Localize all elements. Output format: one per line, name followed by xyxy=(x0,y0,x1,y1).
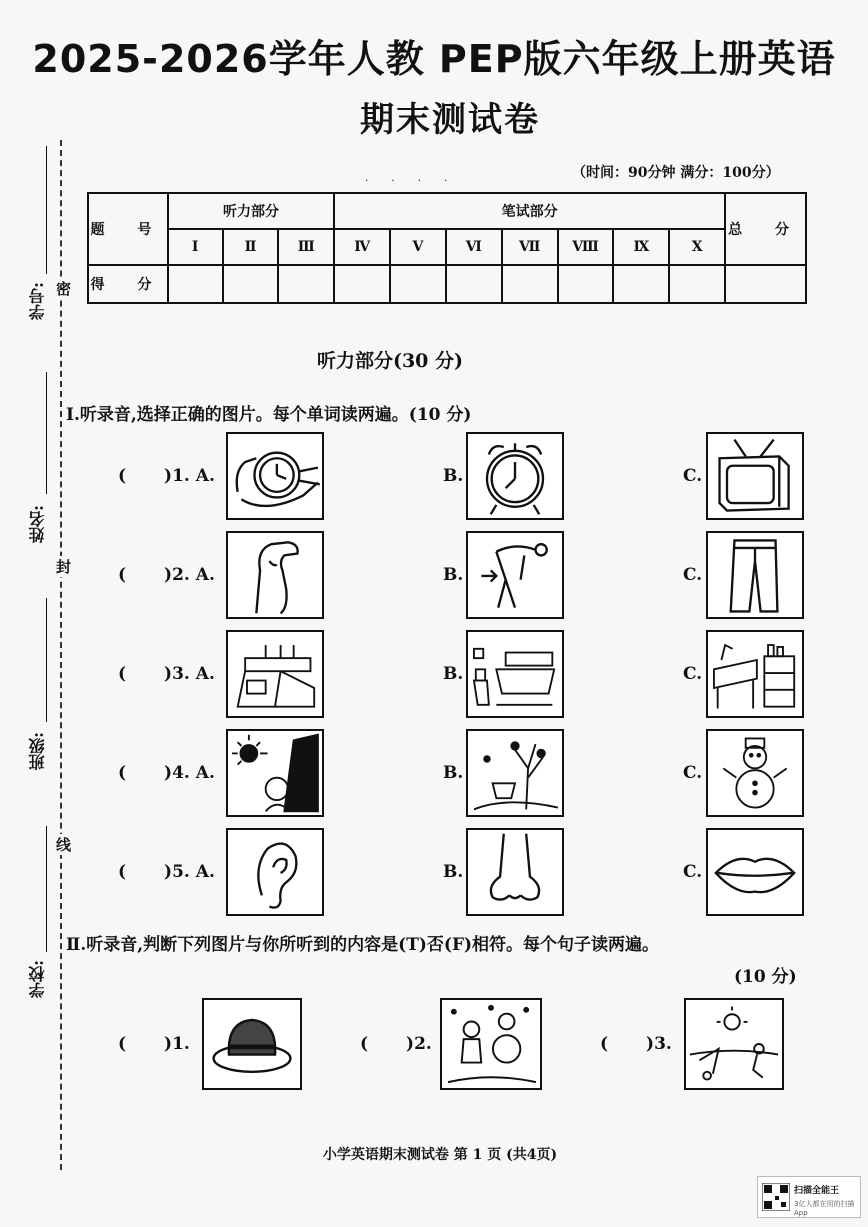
option-a-picture[interactable] xyxy=(226,432,324,520)
item-number-header: 题 号 xyxy=(88,193,168,265)
answer-paren[interactable]: ( )5. A. xyxy=(118,862,215,882)
part2-score: (10 分) xyxy=(734,967,797,987)
nose-icon xyxy=(468,830,562,914)
total-header: 总 分 xyxy=(725,193,806,265)
dotted-separator: · · · · xyxy=(365,176,458,187)
autumn-tree-icon xyxy=(468,731,562,815)
exam-meta: （时间：90分钟 满分：100分） xyxy=(572,165,780,181)
watermark-subtitle: 3亿人都在用的扫描App xyxy=(794,1200,855,1217)
column-header: Ⅲ xyxy=(278,229,334,265)
column-header: Ⅷ xyxy=(558,229,614,265)
option-c-label: C. xyxy=(683,862,703,882)
seal-mark-mi: 密 xyxy=(56,280,72,298)
bathroom-icon xyxy=(468,632,562,716)
ear-icon xyxy=(228,830,322,914)
person-bending-icon xyxy=(468,533,562,617)
seal-mark-xian: 线 xyxy=(56,836,72,854)
part1-heading: Ⅰ.听录音,选择正确的图片。每个单词读两遍。(10 分) xyxy=(66,405,472,425)
option-b-picture[interactable] xyxy=(466,630,564,718)
option-c-label: C. xyxy=(683,565,703,585)
school-label: 学校: xyxy=(28,960,47,998)
exam-title-line2: 期末测试卷 xyxy=(360,100,540,140)
column-header: Ⅸ xyxy=(613,229,669,265)
class-label: 班级: xyxy=(28,732,47,770)
part2-heading: Ⅱ.听录音,判断下列图片与你所听到的内容是(T)否(F)相符。每个句子读两遍。 xyxy=(66,935,660,955)
option-b-label: B. xyxy=(443,565,464,585)
option-c-label: C. xyxy=(683,763,703,783)
beach-icon xyxy=(686,1000,782,1088)
tf-picture-1[interactable] xyxy=(202,998,302,1090)
option-b-label: B. xyxy=(443,466,464,486)
name-blank xyxy=(46,372,47,494)
column-header: Ⅹ xyxy=(669,229,725,265)
mouth-icon xyxy=(708,830,802,914)
qr-code-icon xyxy=(762,1183,790,1211)
answer-paren[interactable]: ( )3. A. xyxy=(118,664,215,684)
option-b-label: B. xyxy=(443,664,464,684)
seal-mark-feng: 封 xyxy=(56,558,72,576)
option-a-picture[interactable] xyxy=(226,828,324,916)
option-c-label: C. xyxy=(683,466,703,486)
alarm-clock-icon xyxy=(468,434,562,518)
arm-icon xyxy=(228,533,322,617)
listening-group-header: 听力部分 xyxy=(168,193,334,229)
scanner-watermark xyxy=(757,1176,861,1218)
option-b-picture[interactable] xyxy=(466,729,564,817)
writing-group-header: 笔试部分 xyxy=(334,193,725,229)
tf-answer-paren[interactable]: ( )1. xyxy=(118,1034,190,1054)
column-header: Ⅵ xyxy=(446,229,502,265)
tf-answer-paren[interactable]: ( )3. xyxy=(600,1034,672,1054)
option-a-picture[interactable] xyxy=(226,630,324,718)
score-cell[interactable] xyxy=(390,265,446,303)
score-cell[interactable] xyxy=(446,265,502,303)
score-cell[interactable] xyxy=(168,265,223,303)
answer-paren[interactable]: ( )1. A. xyxy=(118,466,215,486)
option-b-label: B. xyxy=(443,862,464,882)
class-blank xyxy=(46,598,47,722)
snowman-icon xyxy=(708,731,802,815)
score-cell[interactable] xyxy=(613,265,669,303)
score-cell[interactable] xyxy=(278,265,334,303)
option-a-picture[interactable] xyxy=(226,729,324,817)
watch-icon xyxy=(228,434,322,518)
name-label: 姓名: xyxy=(28,505,47,543)
score-cell[interactable] xyxy=(334,265,390,303)
option-b-picture[interactable] xyxy=(466,531,564,619)
watermark-title: 扫描全能王 xyxy=(794,1186,840,1196)
study-room-icon xyxy=(708,632,802,716)
exam-title-line1: 2025-2026学年人教 PEP版六年级上册英语 xyxy=(32,37,836,81)
tf-answer-paren[interactable]: ( )2. xyxy=(360,1034,432,1054)
option-c-picture[interactable] xyxy=(706,432,804,520)
student-id-blank xyxy=(46,146,47,274)
score-row-label: 得 分 xyxy=(88,265,168,303)
option-c-picture[interactable] xyxy=(706,531,804,619)
score-cell[interactable] xyxy=(223,265,279,303)
column-header: Ⅳ xyxy=(334,229,390,265)
column-header: Ⅶ xyxy=(502,229,558,265)
answer-paren[interactable]: ( )2. A. xyxy=(118,565,215,585)
section-title: 听力部分(30 分) xyxy=(316,350,464,372)
option-c-label: C. xyxy=(683,664,703,684)
score-cell[interactable] xyxy=(669,265,725,303)
student-id-label: 学号: xyxy=(28,282,47,320)
option-c-picture[interactable] xyxy=(706,630,804,718)
summer-sun-icon xyxy=(228,731,322,815)
answer-paren[interactable]: ( )4. A. xyxy=(118,763,215,783)
kitchen-icon xyxy=(228,632,322,716)
score-cell[interactable] xyxy=(558,265,614,303)
option-c-picture[interactable] xyxy=(706,729,804,817)
option-c-picture[interactable] xyxy=(706,828,804,916)
school-blank xyxy=(46,826,47,952)
score-cell[interactable] xyxy=(502,265,558,303)
option-b-picture[interactable] xyxy=(466,432,564,520)
column-header: Ⅱ xyxy=(223,229,279,265)
score-table xyxy=(87,192,807,304)
tf-picture-3[interactable] xyxy=(684,998,784,1090)
column-header: Ⅰ xyxy=(168,229,223,265)
tv-icon xyxy=(708,434,802,518)
page-footer: 小学英语期末测试卷 第 1 页 (共4页) xyxy=(322,1147,558,1163)
tf-picture-2[interactable] xyxy=(440,998,542,1090)
hat-icon xyxy=(204,1000,300,1088)
column-header: Ⅴ xyxy=(390,229,446,265)
option-b-picture[interactable] xyxy=(466,828,564,916)
pants-icon xyxy=(708,533,802,617)
snow-play-icon xyxy=(442,1000,540,1088)
option-a-picture[interactable] xyxy=(226,531,324,619)
option-b-label: B. xyxy=(443,763,464,783)
total-score-cell[interactable] xyxy=(725,265,806,303)
